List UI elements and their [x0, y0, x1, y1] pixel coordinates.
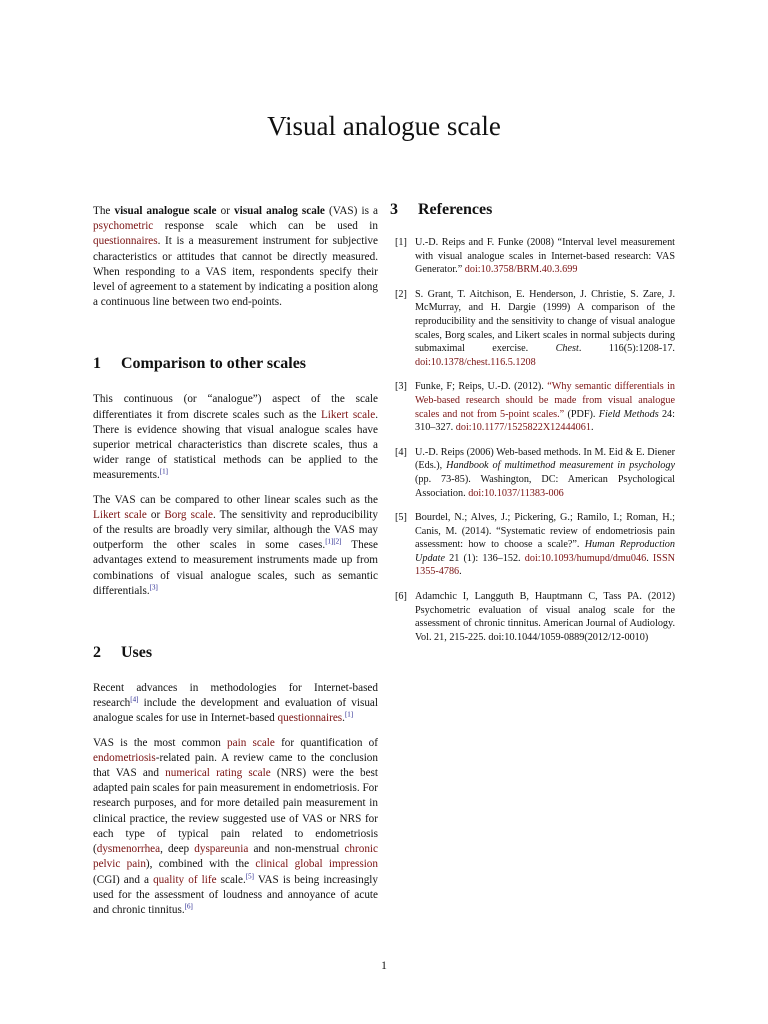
- text: These advantages extend to measurement instruments made up from combinations of visual analogue scales, such as semantic differentials.: [93, 539, 378, 597]
- text: or: [216, 205, 235, 217]
- citation-link[interactable]: [6]: [184, 902, 193, 911]
- section-heading-references: [390, 200, 675, 220]
- reference-title-link[interactable]: “Why semantic differentials in Web-based research should be made from visual analogue scales and not from 5-point scales.”: [415, 381, 676, 420]
- text: Funke, F; Reips, U.-D. (2012).: [415, 381, 548, 393]
- text: Recent advances in methodologies for Internet-based research: [93, 682, 378, 710]
- link-dyspareunia[interactable]: dyspareunia: [194, 843, 249, 856]
- reference-number: [2]: [395, 288, 407, 300]
- text: .: [646, 552, 653, 564]
- link-borg-scale[interactable]: Borg scale: [164, 508, 213, 521]
- text: This continuous (or “analogue”) aspect of the scale differentiates it from discrete scales such as the: [93, 393, 378, 421]
- text: scale.: [216, 873, 246, 886]
- doi-link[interactable]: doi:10.3758/BRM.40.3.699: [464, 264, 578, 276]
- reference-number: [1]: [395, 237, 407, 248]
- link-likert-scale[interactable]: Likert scale: [320, 408, 376, 421]
- text: .: [459, 566, 462, 578]
- link-likert-scale[interactable]: Likert scale: [93, 508, 147, 521]
- reference-item: [390, 511, 675, 579]
- text: VAS is the most common: [93, 736, 228, 749]
- citation-link[interactable]: [1]: [159, 467, 168, 476]
- issn-link[interactable]: ISSN 1355-4786: [415, 552, 675, 578]
- text: VAS is being increasingly used for the assessment of loudness and annoyance of acute and chronic tinnitus.: [93, 873, 378, 916]
- doi-link[interactable]: doi:10.1037/11383-006: [468, 487, 564, 499]
- section-title: References: [418, 201, 493, 218]
- text: S. Grant, T. Aitchison, E. Henderson, J. Christie, S. Zare, J. McMurray, and H. Dargie (1999) A comparison of the reproducibility and the sensitivity to change of visual analogue scales, Borg scales, and Likert scales in normal subjects during submaximal exercise.: [415, 288, 675, 355]
- text: and non-menstrual: [248, 843, 345, 856]
- link-psychometric[interactable]: psychometric: [93, 220, 154, 233]
- journal-name: Field Methods: [598, 408, 659, 420]
- uses-paragraph-2: [93, 736, 378, 918]
- text: ), combined with the: [145, 858, 256, 871]
- text: (CGI) and a: [93, 873, 154, 886]
- reference-number: [3]: [395, 381, 407, 393]
- text: U.-D. Reips (2006) Web-based methods. In M. Eid & E. Diener (Eds.),: [415, 446, 675, 472]
- reference-item: [390, 236, 675, 277]
- citation-link[interactable]: [3]: [149, 583, 158, 592]
- text: .: [342, 712, 345, 725]
- citation-link[interactable]: [1]: [344, 710, 354, 719]
- section-number: 2: [93, 644, 101, 662]
- text: U.-D. Reips and F. Funke (2008) “Interval level measurement with visual analogue scales in Internet-based research: VAS Generator.”: [415, 237, 675, 276]
- text: 21 (1): 136–152.: [445, 552, 525, 564]
- text: . 116(5):1208-17.: [578, 343, 675, 355]
- text: (NRS) were the best adapted pain scales for pain measurement in endometriosis. For research purposes, and for more detailed pain measurement in clinical practice, the review suggested use of VAS or NRS for each type of typical pain related to endometriosis (: [93, 767, 378, 856]
- section-title: Comparison to other scales: [121, 355, 307, 373]
- section-number: 1: [93, 355, 101, 373]
- link-endometriosis[interactable]: endometriosis: [93, 751, 156, 764]
- text: . It is a measurement instrument for subjective characteristics or attitudes that cannot be directly measured. When responding to a VAS item, respondents specify their level of agreement to a statement by indicating a position along a continuous line between two end-points.: [93, 235, 378, 309]
- link-quality-of-life[interactable]: quality of life: [153, 873, 217, 886]
- doi-link[interactable]: doi:10.1093/humupd/dmu046: [524, 552, 647, 564]
- citation-link[interactable]: [1][2]: [325, 537, 342, 546]
- right-column: [390, 201, 676, 655]
- text: The: [93, 205, 115, 217]
- text: -related pain. A review came to the conclusion that VAS and: [93, 751, 378, 780]
- reference-number: [4]: [395, 446, 407, 458]
- text: The VAS can be compared to other linear scales such as the: [93, 493, 378, 506]
- left-column: [93, 204, 378, 927]
- reference-list: [390, 236, 675, 644]
- text: Adamchic I, Langguth B, Hauptmann C, Tass PA. (2012) Psychometric evaluation of visual analog scale for the assessment of chronic tinnitus. American Journal of Audiology. Vol. 21, 215-225. doi:10.1044/1059-0889(2012/12-0010): [415, 591, 675, 643]
- reference-item: [390, 288, 675, 370]
- doi-link[interactable]: doi:10.1177/1525822X12444061: [455, 422, 591, 434]
- link-dysmenorrhea[interactable]: dysmenorrhea: [96, 843, 161, 856]
- text: response scale which can be used in: [153, 220, 378, 233]
- link-clinical-global-impression[interactable]: clinical global impression: [255, 858, 378, 871]
- text: . There is evidence showing that visual analogue scales have superior metrical characteristics than discrete scales, thus a wider range of statistical methods can be applied to the measurements.: [93, 408, 378, 482]
- text: or: [146, 508, 165, 521]
- book-title: Handbook of multimethod measurement in psychology: [446, 460, 675, 472]
- text: Bourdel, N.; Alves, J.; Pickering, G.; Ramilo, I.; Roman, H.; Canis, M. (2014). “Systematic review of endometriosis pain assessment: how to choose a scale?”.: [415, 512, 675, 551]
- text: (pp. 73-85). Washington, DC: American Psychological Association.: [415, 473, 675, 499]
- text: .: [590, 422, 594, 434]
- text: for quantification of: [274, 736, 379, 749]
- link-numerical-rating-scale[interactable]: numerical rating scale: [165, 767, 271, 780]
- doi-link[interactable]: doi:10.1378/chest.116.5.1208: [415, 356, 536, 368]
- page-number: 1: [381, 960, 387, 972]
- section-number: 3: [390, 201, 398, 218]
- journal-name: Chest: [555, 343, 579, 355]
- reference-number: [5]: [395, 512, 407, 524]
- intro-paragraph: [93, 204, 378, 310]
- reference-item: [390, 446, 675, 500]
- text: 24: 310–327.: [415, 408, 675, 434]
- comparison-paragraph-1: [93, 392, 378, 483]
- reference-item: [390, 590, 675, 644]
- section-heading-uses: [93, 643, 378, 663]
- link-questionnaires[interactable]: questionnaires: [277, 712, 343, 725]
- uses-paragraph-1: [93, 681, 378, 727]
- text: (VAS) is a: [324, 205, 378, 217]
- link-pain-scale[interactable]: pain scale: [227, 736, 275, 749]
- section-title: Uses: [121, 644, 153, 662]
- link-chronic-pelvic-pain[interactable]: chronic pelvic pain: [93, 843, 378, 871]
- journal-name: Human Reproduction Update: [415, 539, 675, 564]
- citation-link[interactable]: [5]: [245, 871, 254, 880]
- bold-term: visual analog scale: [234, 205, 325, 217]
- link-questionnaires[interactable]: questionnaires: [93, 235, 158, 248]
- text: , deep: [160, 843, 195, 856]
- text: include the development and evaluation of visual analogue scales for use in Internet-based: [93, 697, 378, 725]
- comparison-paragraph-2: [93, 493, 378, 599]
- section-heading-comparison: [93, 354, 378, 374]
- reference-number: [6]: [395, 591, 407, 603]
- text: . The sensitivity and reproducibility of the results are broadly very similar, although the VAS may outperform the other scales in some cases.: [93, 508, 378, 552]
- citation-link[interactable]: [4]: [130, 695, 139, 704]
- page-title: Visual analogue scale: [267, 111, 501, 141]
- bold-term: visual analogue scale: [114, 205, 217, 217]
- text: (PDF).: [564, 408, 599, 420]
- reference-item: [390, 380, 675, 434]
